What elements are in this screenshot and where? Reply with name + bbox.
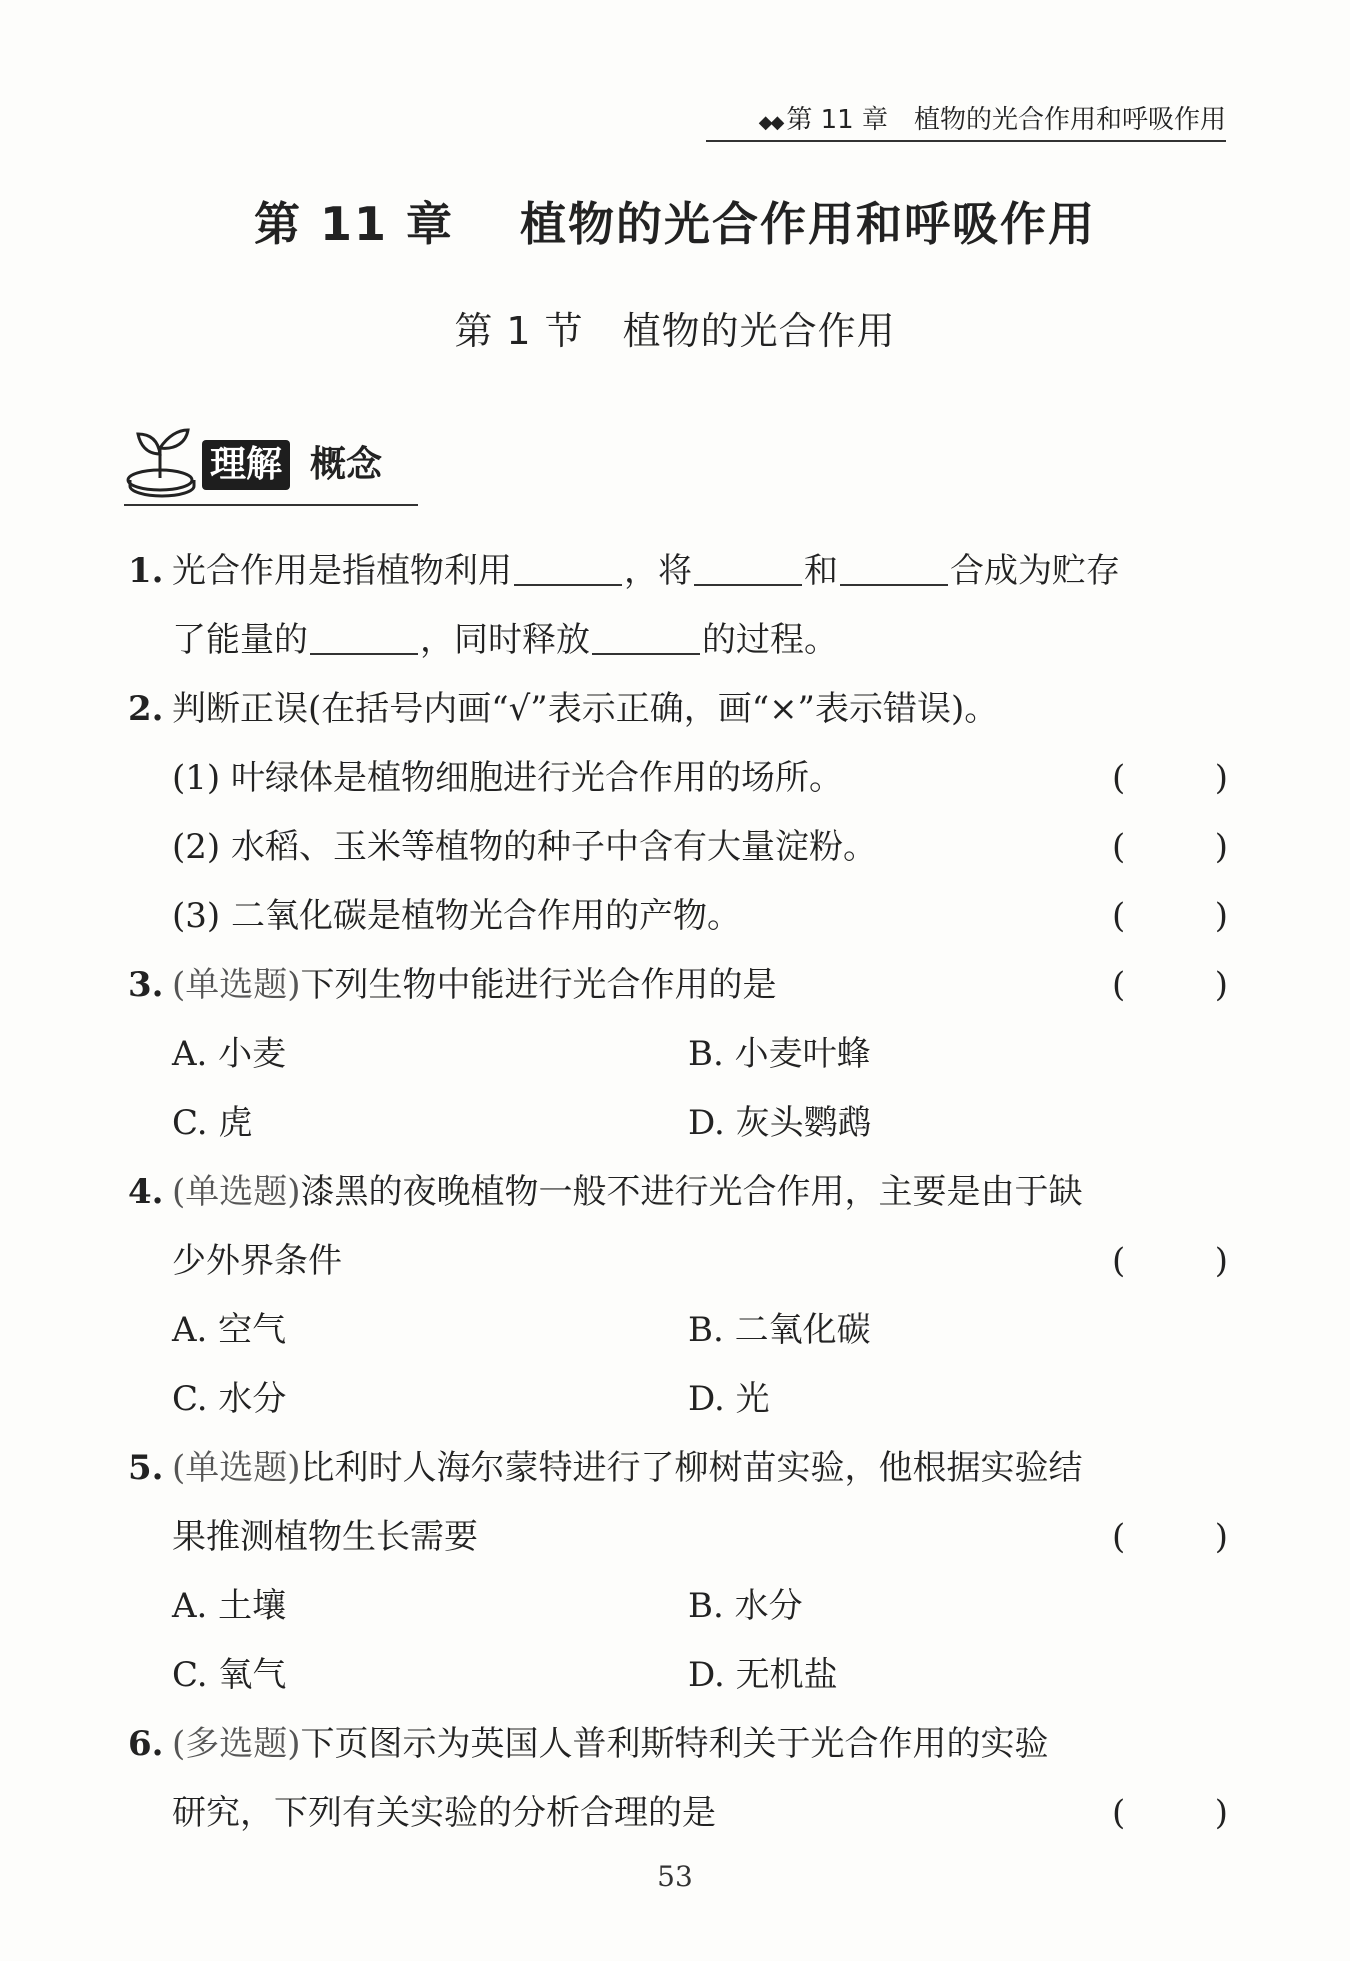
option[interactable]: A. 空气 bbox=[172, 1310, 287, 1350]
option[interactable]: B. 水分 bbox=[688, 1586, 803, 1626]
options-row bbox=[0, 1300, 1350, 1360]
question-number: 2. bbox=[128, 689, 164, 729]
chapter-title: 第 11 章 植物的光合作用和呼吸作用 bbox=[253, 197, 1097, 251]
options-row bbox=[0, 1024, 1350, 1084]
question-1: 1. 光合作用是指植物利用 ，将 和 合成为贮存 bbox=[0, 541, 1350, 601]
question-4-cont: 少外界条件 ( ) bbox=[0, 1231, 1350, 1291]
page-number: 53 bbox=[657, 1860, 693, 1893]
option[interactable]: C. 虎 bbox=[172, 1103, 253, 1143]
question-2: 2. 判断正误(在括号内画“√”表示正确，画“×”表示错误)。 bbox=[0, 679, 1350, 739]
question-5-cont: 果推测植物生长需要 ( ) bbox=[0, 1507, 1350, 1567]
answer-paren[interactable]: ( ) bbox=[1112, 827, 1228, 867]
block-title: 概念 bbox=[310, 444, 383, 485]
answer-blank[interactable] bbox=[694, 544, 802, 586]
option[interactable]: D. 光 bbox=[688, 1379, 770, 1419]
section-title: 第 1 节 植物的光合作用 bbox=[454, 309, 896, 353]
answer-blank[interactable] bbox=[592, 613, 700, 655]
option[interactable]: D. 灰头鹦鹉 bbox=[688, 1103, 872, 1143]
question-number: 3. bbox=[128, 965, 164, 1005]
options-row bbox=[0, 1093, 1350, 1153]
answer-paren[interactable]: ( ) bbox=[1112, 1517, 1228, 1557]
option[interactable]: B. 小麦叶蜂 bbox=[688, 1034, 871, 1074]
option[interactable]: B. 二氧化碳 bbox=[688, 1310, 871, 1350]
option[interactable]: D. 无机盐 bbox=[688, 1655, 838, 1695]
answer-paren[interactable]: ( ) bbox=[1112, 1793, 1228, 1833]
answer-paren[interactable]: ( ) bbox=[1112, 965, 1228, 1005]
question-6-cont: 研究，下列有关实验的分析合理的是 ( ) bbox=[0, 1783, 1350, 1843]
block-heading bbox=[124, 418, 418, 506]
answer-paren[interactable]: ( ) bbox=[1112, 758, 1228, 798]
judge-item: (2) 水稻、玉米等植物的种子中含有大量淀粉。 ( ) bbox=[0, 817, 1350, 877]
answer-paren[interactable]: ( ) bbox=[1112, 1241, 1228, 1281]
option[interactable]: C. 水分 bbox=[172, 1379, 287, 1419]
answer-paren[interactable]: ( ) bbox=[1112, 896, 1228, 936]
running-header: ◆◆ 第 11 章 植物的光合作用和呼吸作用 bbox=[706, 100, 1226, 142]
diamond-icon: ◆◆ bbox=[758, 112, 783, 133]
question-number: 1. bbox=[128, 551, 164, 591]
judge-item: (1) 叶绿体是植物细胞进行光合作用的场所。 ( ) bbox=[0, 748, 1350, 808]
option[interactable]: A. 小麦 bbox=[172, 1034, 287, 1074]
answer-blank[interactable] bbox=[514, 544, 622, 586]
question-number: 6. bbox=[128, 1724, 164, 1764]
judge-item: (3) 二氧化碳是植物光合作用的产物。 ( ) bbox=[0, 886, 1350, 946]
options-row bbox=[0, 1369, 1350, 1429]
question-number: 4. bbox=[128, 1172, 164, 1212]
option[interactable]: C. 氧气 bbox=[172, 1655, 287, 1695]
question-3: 3. (单选题)下列生物中能进行光合作用的是 ( ) bbox=[0, 955, 1350, 1015]
seedling-dish-icon bbox=[124, 418, 200, 498]
question-6: 6. (多选题)下页图示为英国人普利斯特利关于光合作用的实验 bbox=[0, 1714, 1350, 1774]
answer-blank[interactable] bbox=[840, 544, 948, 586]
question-5: 5. (单选题)比利时人海尔蒙特进行了柳树苗实验，他根据实验结 bbox=[0, 1438, 1350, 1498]
options-row bbox=[0, 1576, 1350, 1636]
question-4: 4. (单选题)漆黑的夜晚植物一般不进行光合作用，主要是由于缺 bbox=[0, 1162, 1350, 1222]
options-row bbox=[0, 1645, 1350, 1705]
block-tag: 理解 bbox=[202, 440, 290, 490]
question-1-cont: 了能量的 ，同时释放 的过程。 bbox=[0, 610, 1350, 670]
answer-blank[interactable] bbox=[310, 613, 418, 655]
option[interactable]: A. 土壤 bbox=[172, 1586, 287, 1626]
question-number: 5. bbox=[128, 1448, 164, 1488]
